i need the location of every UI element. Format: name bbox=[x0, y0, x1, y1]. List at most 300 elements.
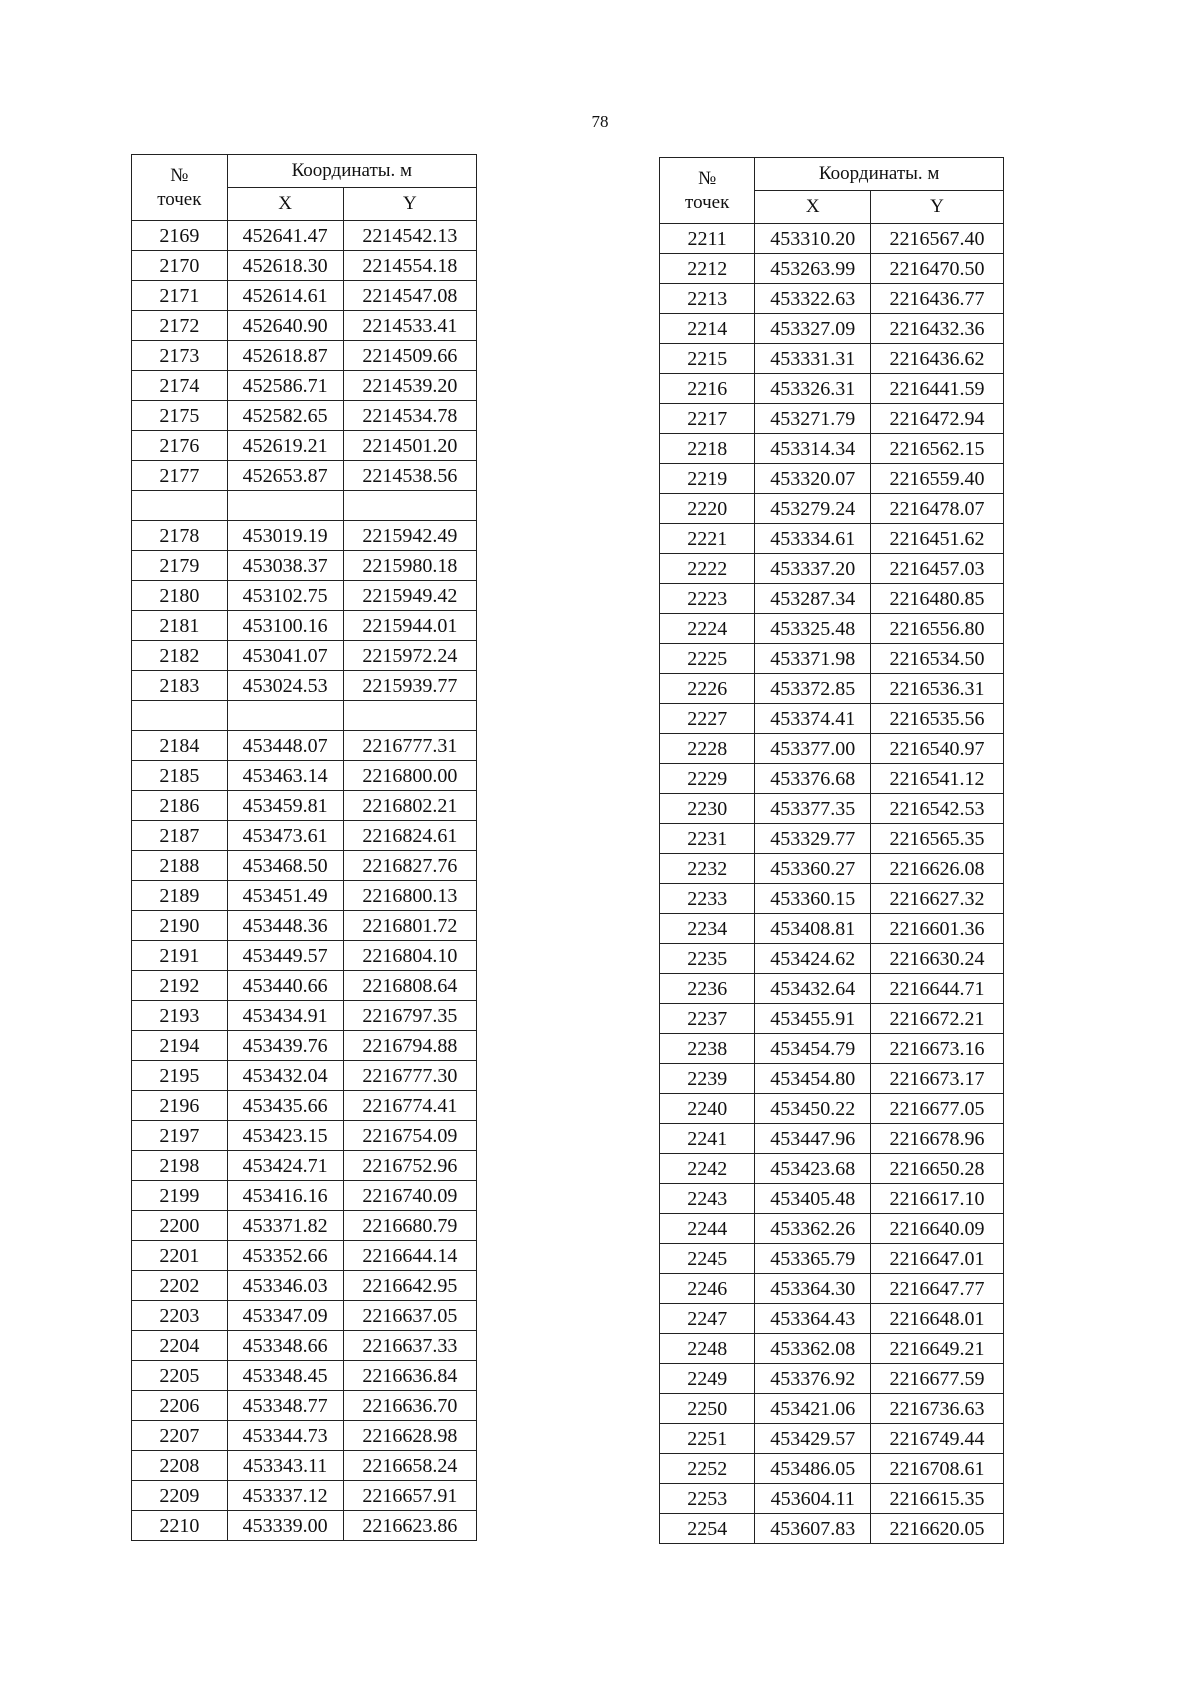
y-coordinate-cell: 2216441.59 bbox=[871, 374, 1004, 404]
y-coordinate-cell bbox=[343, 701, 476, 731]
y-coordinate-cell: 2215949.42 bbox=[343, 581, 476, 611]
point-number-cell: 2229 bbox=[660, 764, 755, 794]
table-row bbox=[132, 1421, 477, 1451]
table-row bbox=[660, 1004, 1004, 1034]
table-row bbox=[660, 1364, 1004, 1394]
coordinates-header: Координаты. м bbox=[227, 155, 476, 188]
y-coordinate-cell: 2216647.77 bbox=[871, 1274, 1004, 1304]
page-number: 78 bbox=[591, 112, 609, 131]
point-number-cell: 2239 bbox=[660, 1064, 755, 1094]
y-coordinate-cell: 2216827.76 bbox=[343, 851, 476, 881]
y-coordinate-cell: 2216708.61 bbox=[871, 1454, 1004, 1484]
table-row bbox=[132, 1181, 477, 1211]
x-coordinate-cell: 453360.27 bbox=[755, 854, 871, 884]
table-body-right bbox=[660, 224, 1004, 1544]
y-coordinate-cell: 2215980.18 bbox=[343, 551, 476, 581]
y-coordinate-cell: 2216536.31 bbox=[871, 674, 1004, 704]
y-coordinate-cell: 2216677.59 bbox=[871, 1364, 1004, 1394]
table-row bbox=[132, 521, 477, 551]
point-number-cell: 2178 bbox=[132, 521, 228, 551]
y-coordinate-cell: 2216559.40 bbox=[871, 464, 1004, 494]
x-coordinate-cell: 453424.71 bbox=[227, 1151, 343, 1181]
table-row bbox=[660, 254, 1004, 284]
x-coordinate-cell: 453451.49 bbox=[227, 881, 343, 911]
y-coordinate-cell: 2216804.10 bbox=[343, 941, 476, 971]
y-coordinate-cell: 2215972.24 bbox=[343, 641, 476, 671]
point-number-cell: 2207 bbox=[132, 1421, 228, 1451]
x-coordinate-cell: 453263.99 bbox=[755, 254, 871, 284]
y-coordinate-cell: 2216777.30 bbox=[343, 1061, 476, 1091]
point-number-cell: 2235 bbox=[660, 944, 755, 974]
x-coordinate-cell: 453421.06 bbox=[755, 1394, 871, 1424]
table-row bbox=[132, 1001, 477, 1031]
point-number-cell: 2175 bbox=[132, 401, 228, 431]
x-coordinate-cell: 453325.48 bbox=[755, 614, 871, 644]
x-coordinate-cell: 452619.21 bbox=[227, 431, 343, 461]
point-number-cell: 2248 bbox=[660, 1334, 755, 1364]
x-coordinate-cell: 453320.07 bbox=[755, 464, 871, 494]
point-number-cell: 2211 bbox=[660, 224, 755, 254]
x-coordinate-cell: 453439.76 bbox=[227, 1031, 343, 1061]
x-coordinate-cell: 452640.90 bbox=[227, 311, 343, 341]
y-header: Y bbox=[343, 188, 476, 221]
x-coordinate-cell: 453447.96 bbox=[755, 1124, 871, 1154]
x-header: X bbox=[227, 188, 343, 221]
point-number-header bbox=[132, 155, 228, 221]
x-coordinate-cell: 453326.31 bbox=[755, 374, 871, 404]
y-coordinate-cell: 2216754.09 bbox=[343, 1121, 476, 1151]
table-row bbox=[132, 611, 477, 641]
point-number-cell: 2253 bbox=[660, 1484, 755, 1514]
table-row bbox=[660, 1454, 1004, 1484]
x-coordinate-cell: 453352.66 bbox=[227, 1241, 343, 1271]
x-coordinate-cell: 452653.87 bbox=[227, 461, 343, 491]
table-row bbox=[660, 1394, 1004, 1424]
point-number-header bbox=[660, 158, 755, 224]
point-number-cell: 2170 bbox=[132, 251, 228, 281]
table-row bbox=[660, 554, 1004, 584]
table-row bbox=[132, 281, 477, 311]
y-coordinate-cell: 2214554.18 bbox=[343, 251, 476, 281]
y-coordinate-cell: 2216562.15 bbox=[871, 434, 1004, 464]
x-coordinate-cell: 453343.11 bbox=[227, 1451, 343, 1481]
x-coordinate-cell: 453377.00 bbox=[755, 734, 871, 764]
table-row bbox=[132, 1091, 477, 1121]
y-coordinate-cell: 2216470.50 bbox=[871, 254, 1004, 284]
table-row bbox=[132, 1301, 477, 1331]
point-number-cell: 2191 bbox=[132, 941, 228, 971]
point-number-cell: 2194 bbox=[132, 1031, 228, 1061]
table-row bbox=[132, 401, 477, 431]
point-number-cell bbox=[132, 491, 228, 521]
y-coordinate-cell: 2216824.61 bbox=[343, 821, 476, 851]
y-coordinate-cell: 2216480.85 bbox=[871, 584, 1004, 614]
x-coordinate-cell: 453365.79 bbox=[755, 1244, 871, 1274]
x-coordinate-cell: 453435.66 bbox=[227, 1091, 343, 1121]
x-coordinate-cell: 453423.15 bbox=[227, 1121, 343, 1151]
point-number-cell: 2169 bbox=[132, 221, 228, 251]
table-row bbox=[132, 1211, 477, 1241]
point-number-cell: 2227 bbox=[660, 704, 755, 734]
point-number-cell: 2212 bbox=[660, 254, 755, 284]
y-coordinate-cell: 2216451.62 bbox=[871, 524, 1004, 554]
table-row bbox=[132, 1481, 477, 1511]
table-row bbox=[660, 1064, 1004, 1094]
point-number-cell: 2213 bbox=[660, 284, 755, 314]
table-row bbox=[660, 1184, 1004, 1214]
x-coordinate-cell: 453432.64 bbox=[755, 974, 871, 1004]
y-coordinate-cell: 2216637.05 bbox=[343, 1301, 476, 1331]
y-coordinate-cell: 2216472.94 bbox=[871, 404, 1004, 434]
y-coordinate-cell: 2216658.24 bbox=[343, 1451, 476, 1481]
point-number-cell: 2184 bbox=[132, 731, 228, 761]
point-number-cell: 2221 bbox=[660, 524, 755, 554]
point-number-cell: 2225 bbox=[660, 644, 755, 674]
x-coordinate-cell: 453454.80 bbox=[755, 1064, 871, 1094]
y-coordinate-cell: 2216615.35 bbox=[871, 1484, 1004, 1514]
x-coordinate-cell: 453038.37 bbox=[227, 551, 343, 581]
x-coordinate-cell: 453371.98 bbox=[755, 644, 871, 674]
x-coordinate-cell: 453322.63 bbox=[755, 284, 871, 314]
point-number-cell: 2243 bbox=[660, 1184, 755, 1214]
table-row bbox=[660, 1214, 1004, 1244]
y-coordinate-cell: 2216636.84 bbox=[343, 1361, 476, 1391]
point-number-cell: 2188 bbox=[132, 851, 228, 881]
x-coordinate-cell: 453486.05 bbox=[755, 1454, 871, 1484]
table-row bbox=[660, 1304, 1004, 1334]
point-number-cell: 2205 bbox=[132, 1361, 228, 1391]
y-coordinate-cell: 2216457.03 bbox=[871, 554, 1004, 584]
y-coordinate-cell: 2214539.20 bbox=[343, 371, 476, 401]
y-coordinate-cell: 2216648.01 bbox=[871, 1304, 1004, 1334]
x-coordinate-cell: 453429.57 bbox=[755, 1424, 871, 1454]
table-row bbox=[660, 1274, 1004, 1304]
table-row bbox=[132, 671, 477, 701]
point-number-cell: 2171 bbox=[132, 281, 228, 311]
x-coordinate-cell: 453348.77 bbox=[227, 1391, 343, 1421]
y-coordinate-cell: 2216749.44 bbox=[871, 1424, 1004, 1454]
y-coordinate-cell: 2216673.16 bbox=[871, 1034, 1004, 1064]
point-number-cell: 2198 bbox=[132, 1151, 228, 1181]
point-number-cell: 2179 bbox=[132, 551, 228, 581]
y-coordinate-cell: 2214538.56 bbox=[343, 461, 476, 491]
x-coordinate-cell bbox=[227, 701, 343, 731]
table-row bbox=[132, 641, 477, 671]
x-coordinate-cell: 453376.92 bbox=[755, 1364, 871, 1394]
table-row bbox=[132, 341, 477, 371]
y-coordinate-cell: 2216542.53 bbox=[871, 794, 1004, 824]
point-number-cell: 2174 bbox=[132, 371, 228, 401]
table-row bbox=[132, 1391, 477, 1421]
table-row bbox=[660, 614, 1004, 644]
points-label: точек bbox=[685, 191, 730, 213]
y-coordinate-cell: 2216672.21 bbox=[871, 1004, 1004, 1034]
x-coordinate-cell: 453408.81 bbox=[755, 914, 871, 944]
point-number-cell: 2201 bbox=[132, 1241, 228, 1271]
point-number-cell: 2249 bbox=[660, 1364, 755, 1394]
table-row bbox=[132, 1241, 477, 1271]
y-coordinate-cell: 2216647.01 bbox=[871, 1244, 1004, 1274]
table-row bbox=[132, 1511, 477, 1541]
table-row bbox=[660, 644, 1004, 674]
point-number-cell: 2246 bbox=[660, 1274, 755, 1304]
y-coordinate-cell: 2216801.72 bbox=[343, 911, 476, 941]
x-coordinate-cell: 452582.65 bbox=[227, 401, 343, 431]
table-row bbox=[660, 1484, 1004, 1514]
table-row bbox=[660, 404, 1004, 434]
table-row bbox=[660, 584, 1004, 614]
table-row bbox=[660, 1034, 1004, 1064]
point-number-cell: 2195 bbox=[132, 1061, 228, 1091]
x-coordinate-cell: 453450.22 bbox=[755, 1094, 871, 1124]
x-coordinate-cell bbox=[227, 491, 343, 521]
x-coordinate-cell: 453314.34 bbox=[755, 434, 871, 464]
table-row bbox=[660, 824, 1004, 854]
point-number-cell: 2237 bbox=[660, 1004, 755, 1034]
point-number-cell: 2197 bbox=[132, 1121, 228, 1151]
point-number-cell: 2183 bbox=[132, 671, 228, 701]
point-number-cell: 2245 bbox=[660, 1244, 755, 1274]
table-row bbox=[660, 434, 1004, 464]
x-coordinate-cell: 453362.26 bbox=[755, 1214, 871, 1244]
y-coordinate-cell: 2216432.36 bbox=[871, 314, 1004, 344]
x-coordinate-cell: 453279.24 bbox=[755, 494, 871, 524]
y-coordinate-cell: 2216627.32 bbox=[871, 884, 1004, 914]
table-row bbox=[132, 1031, 477, 1061]
y-coordinate-cell: 2216478.07 bbox=[871, 494, 1004, 524]
table-body-left bbox=[132, 221, 477, 1541]
y-coordinate-cell: 2215942.49 bbox=[343, 521, 476, 551]
y-coordinate-cell: 2216623.86 bbox=[343, 1511, 476, 1541]
point-number-cell: 2224 bbox=[660, 614, 755, 644]
table-row bbox=[660, 674, 1004, 704]
table-row bbox=[132, 911, 477, 941]
table-row bbox=[132, 851, 477, 881]
y-coordinate-cell: 2216774.41 bbox=[343, 1091, 476, 1121]
x-coordinate-cell: 453455.91 bbox=[755, 1004, 871, 1034]
point-number-cell: 2215 bbox=[660, 344, 755, 374]
x-coordinate-cell: 453024.53 bbox=[227, 671, 343, 701]
table-row bbox=[660, 494, 1004, 524]
x-coordinate-cell: 453019.19 bbox=[227, 521, 343, 551]
x-coordinate-cell: 453448.07 bbox=[227, 731, 343, 761]
point-number-cell: 2222 bbox=[660, 554, 755, 584]
y-coordinate-cell: 2216777.31 bbox=[343, 731, 476, 761]
y-coordinate-cell: 2216535.56 bbox=[871, 704, 1004, 734]
point-number-cell: 2187 bbox=[132, 821, 228, 851]
x-coordinate-cell: 453102.75 bbox=[227, 581, 343, 611]
y-coordinate-cell: 2216650.28 bbox=[871, 1154, 1004, 1184]
x-coordinate-cell: 453364.30 bbox=[755, 1274, 871, 1304]
y-coordinate-cell: 2216556.80 bbox=[871, 614, 1004, 644]
coordinates-table-left bbox=[131, 154, 477, 1541]
y-coordinate-cell bbox=[343, 491, 476, 521]
y-coordinate-cell: 2216642.95 bbox=[343, 1271, 476, 1301]
y-coordinate-cell: 2214542.13 bbox=[343, 221, 476, 251]
point-number-cell: 2223 bbox=[660, 584, 755, 614]
point-number-cell: 2254 bbox=[660, 1514, 755, 1544]
point-number-cell: 2182 bbox=[132, 641, 228, 671]
point-number-cell: 2190 bbox=[132, 911, 228, 941]
table-row bbox=[132, 761, 477, 791]
x-coordinate-cell: 453310.20 bbox=[755, 224, 871, 254]
y-coordinate-cell: 2216677.05 bbox=[871, 1094, 1004, 1124]
x-coordinate-cell: 453463.14 bbox=[227, 761, 343, 791]
table-row bbox=[660, 224, 1004, 254]
x-coordinate-cell: 453334.61 bbox=[755, 524, 871, 554]
point-number-cell: 2177 bbox=[132, 461, 228, 491]
x-coordinate-cell: 452641.47 bbox=[227, 221, 343, 251]
y-coordinate-cell: 2214501.20 bbox=[343, 431, 476, 461]
table-row bbox=[132, 431, 477, 461]
table-row bbox=[132, 1061, 477, 1091]
y-coordinate-cell: 2216736.63 bbox=[871, 1394, 1004, 1424]
y-coordinate-cell: 2216601.36 bbox=[871, 914, 1004, 944]
table-row bbox=[132, 581, 477, 611]
table-row bbox=[660, 704, 1004, 734]
table-row bbox=[660, 974, 1004, 1004]
y-coordinate-cell: 2216565.35 bbox=[871, 824, 1004, 854]
x-coordinate-cell: 453271.79 bbox=[755, 404, 871, 434]
y-coordinate-cell: 2216617.10 bbox=[871, 1184, 1004, 1214]
point-number-cell: 2210 bbox=[132, 1511, 228, 1541]
point-number-cell: 2199 bbox=[132, 1181, 228, 1211]
x-coordinate-cell: 453459.81 bbox=[227, 791, 343, 821]
y-coordinate-cell: 2214534.78 bbox=[343, 401, 476, 431]
table-row bbox=[132, 701, 477, 731]
y-coordinate-cell: 2216620.05 bbox=[871, 1514, 1004, 1544]
table-row bbox=[660, 314, 1004, 344]
table-row bbox=[660, 1334, 1004, 1364]
y-coordinate-cell: 2216649.21 bbox=[871, 1334, 1004, 1364]
y-coordinate-cell: 2216680.79 bbox=[343, 1211, 476, 1241]
table-row bbox=[660, 1424, 1004, 1454]
table-row bbox=[132, 1331, 477, 1361]
y-coordinate-cell: 2214533.41 bbox=[343, 311, 476, 341]
table-row bbox=[132, 551, 477, 581]
x-coordinate-cell: 453337.20 bbox=[755, 554, 871, 584]
table-row bbox=[132, 881, 477, 911]
y-coordinate-cell: 2216678.96 bbox=[871, 1124, 1004, 1154]
x-coordinate-cell: 453100.16 bbox=[227, 611, 343, 641]
point-number-cell: 2216 bbox=[660, 374, 755, 404]
point-number-cell: 2172 bbox=[132, 311, 228, 341]
point-number-cell: 2200 bbox=[132, 1211, 228, 1241]
x-coordinate-cell: 453344.73 bbox=[227, 1421, 343, 1451]
y-coordinate-cell: 2214547.08 bbox=[343, 281, 476, 311]
table-row bbox=[132, 251, 477, 281]
point-number-cell: 2208 bbox=[132, 1451, 228, 1481]
table-row bbox=[660, 1094, 1004, 1124]
x-coordinate-cell: 453337.12 bbox=[227, 1481, 343, 1511]
table-row bbox=[660, 1244, 1004, 1274]
table-row bbox=[132, 491, 477, 521]
x-coordinate-cell: 453473.61 bbox=[227, 821, 343, 851]
y-coordinate-cell: 2216628.98 bbox=[343, 1421, 476, 1451]
y-coordinate-cell: 2216637.33 bbox=[343, 1331, 476, 1361]
point-number-cell bbox=[132, 701, 228, 731]
point-number-cell: 2217 bbox=[660, 404, 755, 434]
number-sign-label: № bbox=[698, 167, 717, 189]
x-coordinate-cell: 453362.08 bbox=[755, 1334, 871, 1364]
points-label: точек bbox=[157, 188, 202, 210]
point-number-cell: 2180 bbox=[132, 581, 228, 611]
table-row bbox=[660, 344, 1004, 374]
y-coordinate-cell: 2216630.24 bbox=[871, 944, 1004, 974]
x-coordinate-cell: 453331.31 bbox=[755, 344, 871, 374]
x-coordinate-cell: 453327.09 bbox=[755, 314, 871, 344]
y-coordinate-cell: 2216640.09 bbox=[871, 1214, 1004, 1244]
point-number-cell: 2193 bbox=[132, 1001, 228, 1031]
table-row bbox=[660, 854, 1004, 884]
y-coordinate-cell: 2216800.13 bbox=[343, 881, 476, 911]
point-number-cell: 2189 bbox=[132, 881, 228, 911]
point-number-cell: 2240 bbox=[660, 1094, 755, 1124]
x-coordinate-cell: 453329.77 bbox=[755, 824, 871, 854]
x-coordinate-cell: 453377.35 bbox=[755, 794, 871, 824]
x-coordinate-cell: 453371.82 bbox=[227, 1211, 343, 1241]
y-coordinate-cell: 2216808.64 bbox=[343, 971, 476, 1001]
point-number-cell: 2196 bbox=[132, 1091, 228, 1121]
y-coordinate-cell: 2216740.09 bbox=[343, 1181, 476, 1211]
point-number-cell: 2173 bbox=[132, 341, 228, 371]
table-row bbox=[660, 374, 1004, 404]
x-coordinate-cell: 453424.62 bbox=[755, 944, 871, 974]
y-coordinate-cell: 2215939.77 bbox=[343, 671, 476, 701]
y-header: Y bbox=[871, 191, 1004, 224]
table-row bbox=[132, 971, 477, 1001]
x-header: X bbox=[755, 191, 871, 224]
x-coordinate-cell: 453416.16 bbox=[227, 1181, 343, 1211]
table-row bbox=[132, 1151, 477, 1181]
point-number-cell: 2226 bbox=[660, 674, 755, 704]
point-number-cell: 2181 bbox=[132, 611, 228, 641]
point-number-cell: 2232 bbox=[660, 854, 755, 884]
point-number-cell: 2241 bbox=[660, 1124, 755, 1154]
y-coordinate-cell: 2215944.01 bbox=[343, 611, 476, 641]
table-row bbox=[660, 914, 1004, 944]
point-number-cell: 2247 bbox=[660, 1304, 755, 1334]
point-number-cell: 2214 bbox=[660, 314, 755, 344]
y-coordinate-cell: 2216673.17 bbox=[871, 1064, 1004, 1094]
y-coordinate-cell: 2216436.77 bbox=[871, 284, 1004, 314]
coordinates-table-right bbox=[659, 157, 1004, 1544]
point-number-cell: 2186 bbox=[132, 791, 228, 821]
x-coordinate-cell: 453372.85 bbox=[755, 674, 871, 704]
x-coordinate-cell: 453405.48 bbox=[755, 1184, 871, 1214]
x-coordinate-cell: 453287.34 bbox=[755, 584, 871, 614]
y-coordinate-cell: 2216800.00 bbox=[343, 761, 476, 791]
table-row bbox=[660, 524, 1004, 554]
point-number-cell: 2192 bbox=[132, 971, 228, 1001]
y-coordinate-cell: 2216626.08 bbox=[871, 854, 1004, 884]
table-row bbox=[132, 941, 477, 971]
x-coordinate-cell: 453423.68 bbox=[755, 1154, 871, 1184]
table-row bbox=[660, 764, 1004, 794]
x-coordinate-cell: 453339.00 bbox=[227, 1511, 343, 1541]
point-number-cell: 2233 bbox=[660, 884, 755, 914]
x-coordinate-cell: 453348.45 bbox=[227, 1361, 343, 1391]
x-coordinate-cell: 453604.11 bbox=[755, 1484, 871, 1514]
x-coordinate-cell: 453360.15 bbox=[755, 884, 871, 914]
point-number-cell: 2209 bbox=[132, 1481, 228, 1511]
point-number-cell: 2244 bbox=[660, 1214, 755, 1244]
y-coordinate-cell: 2216636.70 bbox=[343, 1391, 476, 1421]
y-coordinate-cell: 2216752.96 bbox=[343, 1151, 476, 1181]
table-row bbox=[660, 944, 1004, 974]
point-number-cell: 2176 bbox=[132, 431, 228, 461]
x-coordinate-cell: 453432.04 bbox=[227, 1061, 343, 1091]
